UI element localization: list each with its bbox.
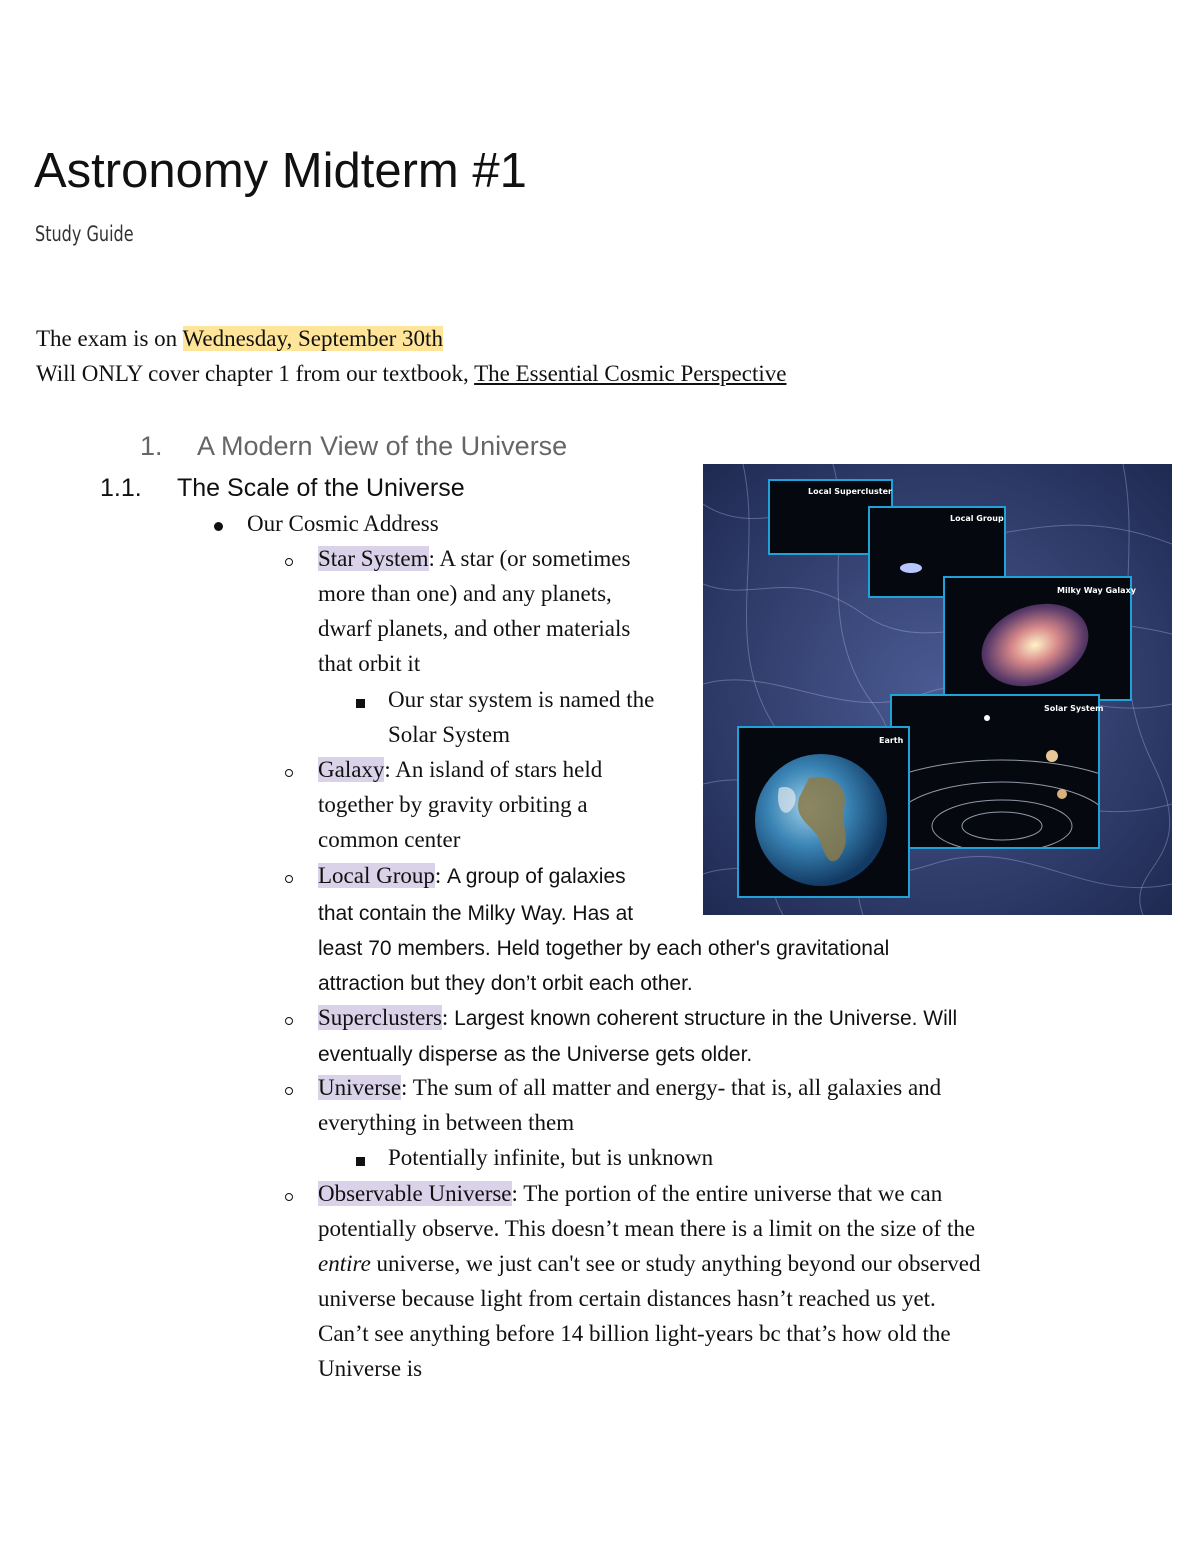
bullet-dot [214,522,223,531]
section-1-1-number: 1.1. [100,474,142,502]
document-subtitle: Study Guide [35,222,134,246]
coverage-intro: Will ONLY cover chapter 1 from our textbook, [36,361,475,386]
galaxy-line-3: common center [318,827,461,852]
local-group-line-3: least 70 members. Held together by each other's gravitational [318,937,890,960]
entire-emphasis: entire [318,1251,371,1276]
solar-system-note-2: Solar System [388,722,511,747]
bullet-circle [285,875,293,883]
observable-line-2: potentially observe. This doesn’t mean there is a limit on the size of the [318,1216,976,1241]
local-group-label: Local Group [950,514,1004,523]
solar-system-orbits [892,696,1098,847]
bullet-circle [285,1193,293,1201]
local-group-line-2: that contain the Milky Way. Has at [318,902,634,925]
observable-line-4: universe because light from certain distances hasn’t reached us yet. [318,1286,936,1311]
cosmic-address-bullet: Our Cosmic Address [247,511,439,536]
section-1-title: A Modern View of the Universe [197,431,568,461]
bullet-circle [285,1017,293,1025]
milky-way-galaxy-image [970,590,1100,701]
exam-date-highlight: Wednesday, September 30th [182,326,443,351]
earth-globe-icon [739,728,908,896]
local-group-term: Local Group [318,863,435,888]
universe-line-2: everything in between them [318,1110,575,1135]
star-system-line-2: more than one) and any planets, [318,581,612,606]
bullet-square [356,1157,365,1166]
observable-line-5: Can’t see anything before 14 billion light-years bc that’s how old the [318,1321,951,1346]
milky-way-label: Milky Way Galaxy [1057,586,1136,595]
universe-term: Universe [318,1075,402,1100]
bullet-square [356,699,365,708]
universe-line-1: Universe: The sum of all matter and energy- that is, all galaxies and [318,1075,942,1100]
document-title: Astronomy Midterm #1 [34,144,527,198]
local-group-line-1: Local Group: A group of galaxies [318,863,626,888]
exam-intro: The exam is on [36,326,183,351]
superclusters-term: Superclusters [318,1005,442,1030]
observable-line-1: Observable Universe: The portion of the entire universe that we can [318,1181,943,1206]
galaxy-line-2: together by gravity orbiting a [318,792,588,817]
galaxy-term: Galaxy [318,757,385,782]
solar-system-label: Solar System [1044,704,1104,713]
section-1-1-title: The Scale of the Universe [177,474,465,502]
supercluster-label: Local Supercluster [808,487,892,496]
galaxy-line-1: Galaxy: An island of stars held [318,757,603,782]
bullet-circle [285,558,293,566]
observable-line-6: Universe is [318,1356,423,1381]
section-1-heading [140,431,568,462]
section-1-1-heading [100,474,465,503]
earth-label: Earth [879,736,904,745]
star-system-line-3: dwarf planets, and other materials [318,616,631,641]
earth-panel [737,726,910,898]
solar-system-panel [890,694,1104,849]
star-system-line-4: that orbit it [318,651,421,676]
galaxy-blob [900,563,922,573]
star-system-term: Star System [318,546,429,571]
bullet-circle [285,1087,293,1095]
milky-way-panel [943,576,1136,701]
cosmic-address-figure [703,464,1172,915]
superclusters-line-2: eventually disperse as the Universe gets older. [318,1043,753,1066]
superclusters-line-1: Superclusters: Largest known coherent structure in the Universe. Will [318,1005,958,1030]
textbook-title: The Essential Cosmic Perspective [474,361,787,386]
section-1-number: 1. [140,431,163,461]
local-group-line-4: attraction but they don’t orbit each other. [318,972,693,995]
observable-term: Observable Universe [318,1181,512,1206]
universe-note: Potentially infinite, but is unknown [388,1145,714,1170]
coverage-line [36,361,786,387]
solar-system-note-1: Our star system is named the [388,687,655,712]
bullet-circle [285,769,293,777]
exam-date-line [36,326,443,352]
observable-line-3: entire universe, we just can't see or study anything beyond our observed [318,1251,981,1276]
star-system-line-1: Star System: A star (or sometimes [318,546,631,571]
